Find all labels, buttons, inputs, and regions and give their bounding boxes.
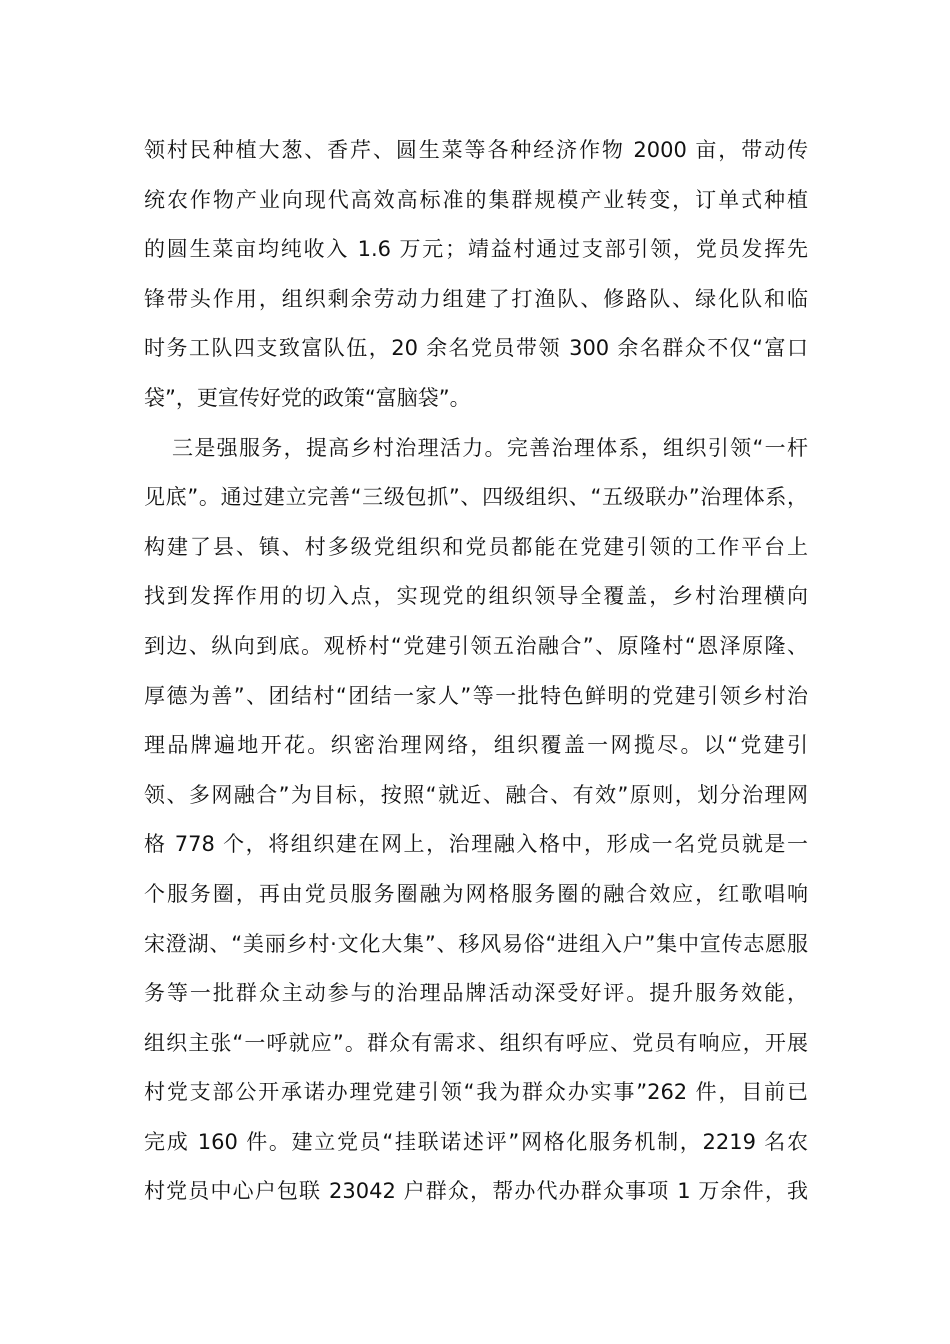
text-line: 构建了县、镇、村多级党组织和党员都能在党建引领的工作平台上 xyxy=(144,534,808,559)
text-line: 村党支部公开承诺办理党建引领“我为群众办实事”262 件，目前已 xyxy=(144,1080,808,1105)
paragraph-start-line: 三是强服务，提高乡村治理活力。完善治理体系，组织引领“一杆 xyxy=(172,435,808,460)
text-line: 村党员中心户包联 23042 户群众，帮办代办群众事项 1 万余件，我 xyxy=(144,1179,808,1204)
text-line: 务等一批群众主动参与的治理品牌活动深受好评。提升服务效能， xyxy=(144,981,808,1006)
text-line: 的圆生菜亩均纯收入 1.6 万元；靖益村通过支部引领，党员发挥先 xyxy=(144,237,808,262)
text-line: 找到发挥作用的切入点，实现党的组织领导全覆盖，乡村治理横向 xyxy=(144,584,808,609)
text-line: 个服务圈，再由党员服务圈融为网格服务圈的融合效应，红歌唱响 xyxy=(144,881,808,906)
text-line: 格 778 个，将组织建在网上，治理融入格中，形成一名党员就是一 xyxy=(144,832,808,857)
text-line: 厚德为善”、团结村“团结一家人”等一批特色鲜明的党建引领乡村治 xyxy=(144,683,808,708)
text-line: 领村民种植大葱、香芹、圆生菜等各种经济作物 2000 亩，带动传 xyxy=(144,138,808,162)
text-line: 锋带头作用，组织剩余劳动力组建了打渔队、修路队、绿化队和临 xyxy=(144,286,808,311)
text-line: 时务工队四支致富队伍，20 余名党员带领 300 余名群众不仅“富口 xyxy=(144,336,808,361)
body-text xyxy=(144,126,808,1217)
text-line: 领、多网融合”为目标，按照“就近、融合、有效”原则，划分治理网 xyxy=(144,782,808,807)
text-line: 理品牌遍地开花。织密治理网络，组织覆盖一网揽尽。以“党建引 xyxy=(144,733,808,758)
text-line: 统农作物产业向现代高效高标准的集群规模产业转变，订单式种植 xyxy=(144,187,808,212)
text-line: 到边、纵向到底。观桥村“党建引领五治融合”、原隆村“恩泽原隆、 xyxy=(144,633,808,658)
text-line: 宋澄湖、“美丽乡村·文化大集”、移风易俗“进组入户”集中宣传志愿服 xyxy=(144,931,808,956)
text-line: 见底”。通过建立完善“三级包抓”、四级组织、“五级联办”治理体系， xyxy=(144,485,808,510)
text-line: 组织主张“一呼就应”。群众有需求、组织有呼应、党员有响应，开展 xyxy=(144,1030,808,1055)
text-line: 袋”，更宣传好党的政策“富脑袋”。 xyxy=(144,385,471,410)
text-line: 完成 160 件。建立党员“挂联诺述评”网格化服务机制，2219 名农 xyxy=(144,1129,808,1154)
